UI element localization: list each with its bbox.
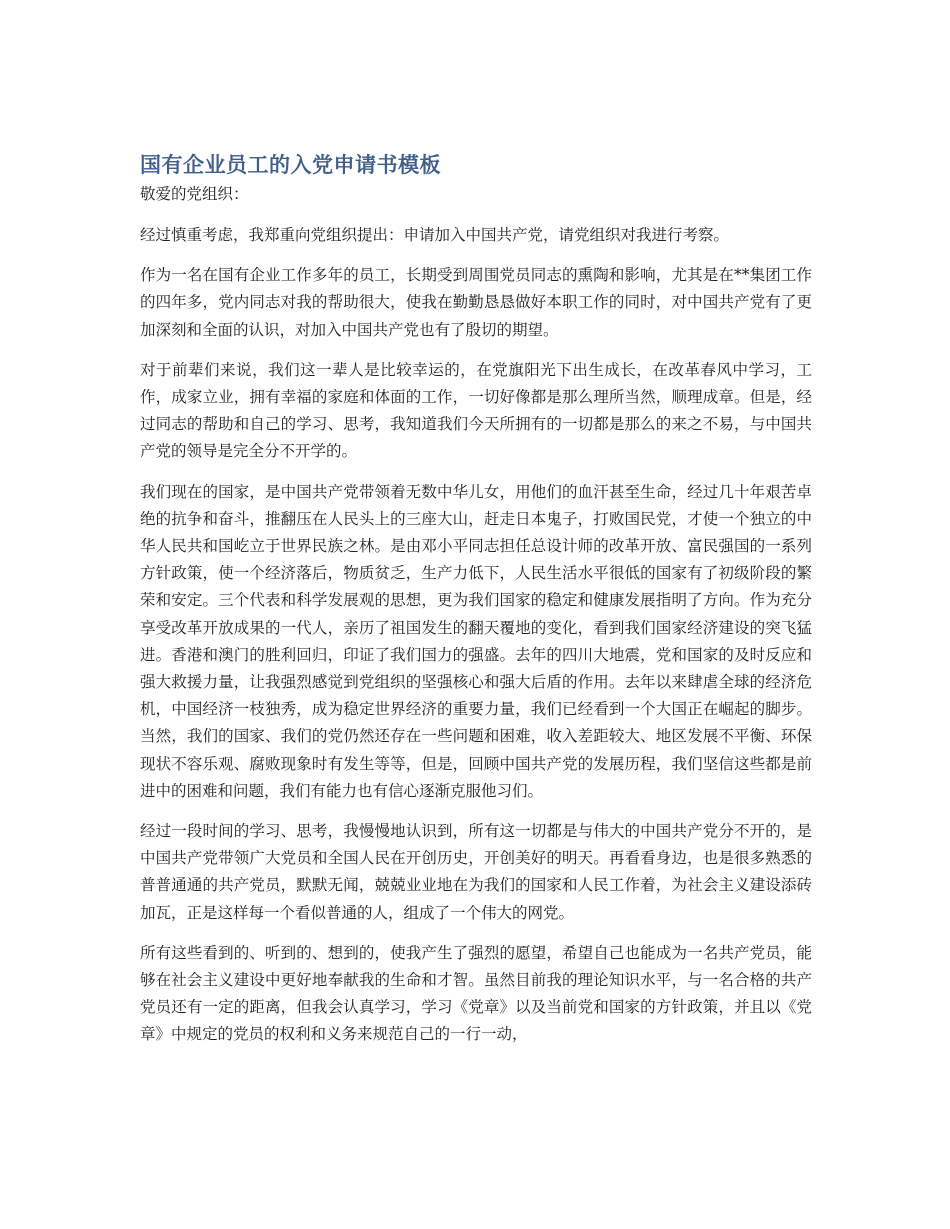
paragraph-6: 所有这些看到的、听到的、想到的，使我产生了强烈的愿望，希望自己也能成为一名共产党员，能够在社会主义建设中更好地奉献我的生命和才智。虽然目前我的理论知识水平，与一名合格的共产党员还有一定的距离，但我会认真学习，学习《党章》以及当前党和国家的方针政策，并且以《党章》中规定的党员的权利和义务来规范自己的一行一动，	[140, 943, 812, 1044]
document-title: 国有企业员工的入党申请书模板	[140, 153, 441, 177]
paragraph-3: 对于前辈们来说，我们这一辈人是比较幸运的，在党旗阳光下出生成长，在改革春风中学习，工作，成家立业，拥有幸福的家庭和体面的工作，一切好像都是那么理所当然，顺理成章。但是，经过同志的帮助和自己的学习、思考，我知道我们今天所拥有的一切都是那么的来之不易，与中国共产党的领导是完全分不开学的。	[140, 360, 812, 461]
paragraph-1: 经过慎重考虑，我郑重向党组织提出：申请加入中国共产党，请党组织对我进行考察。	[140, 226, 730, 244]
paragraph-5: 经过一段时间的学习、思考，我慢慢地认识到，所有这一切都是与伟大的中国共产党分不开的，是中国共产党带领广大党员和全国人民在开创历史，开创美好的明天。再看看身边，也是很多熟悉的普普通通的共产党员，默默无闻，兢兢业业地在为我们的国家和人民工作着，为社会主义建设添砖加瓦，正是这样每一个看似普通的人，组成了一个伟大的网党。	[140, 822, 812, 922]
paragraph-2: 作为一名在国有企业工作多年的员工，长期受到周围党员同志的熏陶和影响，尤其是在**集团工作的四年多，党内同志对我的帮助很大，使我在勤勤恳恳做好本职工作的同时，对中国共产党有了更加深刻和全面的认识，对加入中国共产党也有了殷切的期望。	[140, 266, 812, 339]
paragraph-4: 我们现在的国家，是中国共产党带领着无数中华儿女，用他们的血汗甚至生命，经过几十年艰苦卓绝的抗争和奋斗，推翻压在人民头上的三座大山，赶走日本鬼子，打败国民党，才使一个独立的中华人民共和国屹立于世界民族之林。是由邓小平同志担任总设计师的改革开放、富民强国的一系列方针政策，使一个经济落后，物质贫乏，生产力低下，人民生活水平很低的国家有了初级阶段的繁荣和安定。三个代表和科学发展观的思想，更为我们国家的稳定和健康发展指明了方向。作为充分享受改革开放成果的一代人，亲历了祖国发生的翻天覆地的变化，看到我们国家经济建设的突飞猛进。香港和澳门的胜利回归，印证了我们国力的强盛。去年的四川大地震，党和国家的及时反应和强大救援力量，让我强烈感觉到党组织的坚强核心和强大后盾的作用。去年以来肆虐全球的经济危机，中国经济一枝独秀，成为稳定世界经济的重要力量，我们已经看到一个大国正在崛起的脚步。当然，我们的国家、我们的党仍然还存在一些问题和困难，收入差距较大、地区发展不平衡、环保现状不容乐观、腐败现象时有发生等等，但是，回顾中国共产党的发展历程，我们坚信这些都是前进中的困难和问题，我们有能力也有信心逐渐克服他习们。	[140, 482, 812, 800]
document-page	[140, 150, 812, 1062]
salutation: 敬爱的党组织：	[140, 185, 249, 203]
